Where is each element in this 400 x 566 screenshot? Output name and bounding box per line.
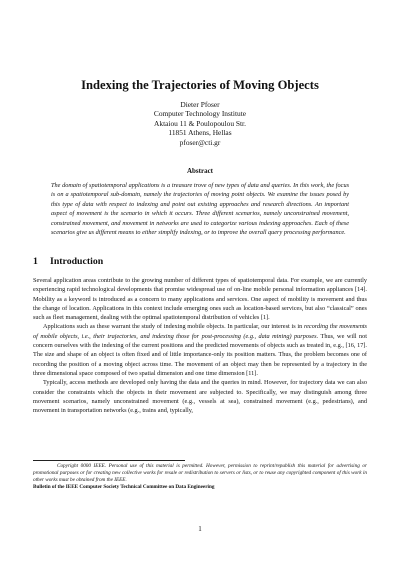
section-number: 1 bbox=[33, 256, 38, 267]
author-block bbox=[0, 100, 400, 147]
bulletin-line: Bulletin of the IEEE Computer Society Technical Committee on Data Engineering bbox=[33, 484, 215, 490]
section-title: Introduction bbox=[50, 256, 104, 267]
page-number: 1 bbox=[198, 525, 202, 533]
author-email: pfoser@cti.gr bbox=[179, 137, 221, 147]
author-affiliation: Computer Technology Institute bbox=[153, 109, 247, 119]
author-name: Dieter Pfoser bbox=[180, 100, 220, 109]
abstract-heading: Abstract bbox=[186, 167, 214, 175]
body-paragraph: Typically, access methods are developed only having the data and the queries in mind. However, for trajectory data we can also consider the constraints which the objects in their movement are subjected to. Specifically, we may distinguish among three movement scenarios, namely unconstrained movement (e.g., vessels at sea), constrained movement (e.g., pedestrians), and movement in transportation networks (e.g., trains and, typically, bbox=[33, 379, 367, 415]
footnote-rule bbox=[33, 460, 185, 461]
author-city: 11851 Athens, Hellas bbox=[168, 128, 232, 138]
section-heading bbox=[33, 256, 103, 267]
body-paragraph: Several application areas contribute to the growing number of different types of spatiotemporal data. For example, we are currently experiencing rapid technological developments that promise widespread use of on-line mobile personal information appliances [14]. Mobility as a keyword is introduced as a concern to many applications and services. One aspect of mobility is movement and thus the change of location. Applications in this context include emerging ones such as location-based services, but also “classical” ones such as fleet management, dealing with the optimal spatiotemporal distribution of vehicles [1]. bbox=[33, 277, 367, 322]
author-street: Aktaiou 11 & Poulopoulou Str. bbox=[154, 118, 246, 128]
footnote bbox=[33, 463, 367, 491]
emphasized-text: recording the movements of mobile objects, i.e., their trajectories, and indexing those for post-processing (e.g., data mining) purposes. bbox=[33, 323, 367, 340]
paper-title: Indexing the Trajectories of Moving Objects bbox=[81, 78, 319, 92]
section-body bbox=[33, 276, 367, 415]
copyright-notice: Copyright 0000 IEEE. Personal use of this material is permitted. However, permission to reprint/republish this material for advertising or promotional purposes or for creating new collective works for resale or redistribution to servers or lists, or to reuse any copyrighted component of this work in other works must be obtained from the IEEE. bbox=[33, 463, 367, 483]
body-paragraph: Applications such as these warrant the study of indexing mobile objects. In particular, our interest is in recording the movements of mobile objects, i.e., their trajectories, and indexing those for post-processing (e.g., data mining) purposes. Thus, we will not concern ourselves with the indexing of the current positions and the predicted movements of objects such as treated in, e.g., [16, 17]. The size and shape of an object is often fixed and of little importance-only its position matters. Thus, the problem becomes one of recording the position of a moving object across time. The movement of an object may then be represented by a trajectory in the three dimensional space composed of two spatial dimension and one time dimension [11]. bbox=[33, 323, 367, 377]
abstract-text: The domain of spatiotemporal applications is a treasure trove of new types of data and queries. In this work, the focus is on a spatiotemporal sub-domain, namely the trajectories of moving point objects. We examine the issues posed by this type of data with respect to indexing and point out existing approaches and research directions. An important aspect of movement is the scenario in which it occurs. Three different scenarios, namely unconstrained movement, constrained movement, and movement in networks are used to categorize various indexing approaches. Each of these scenarios give us different means to either simplify indexing, or to improve the overall query processing performance. bbox=[51, 182, 349, 237]
